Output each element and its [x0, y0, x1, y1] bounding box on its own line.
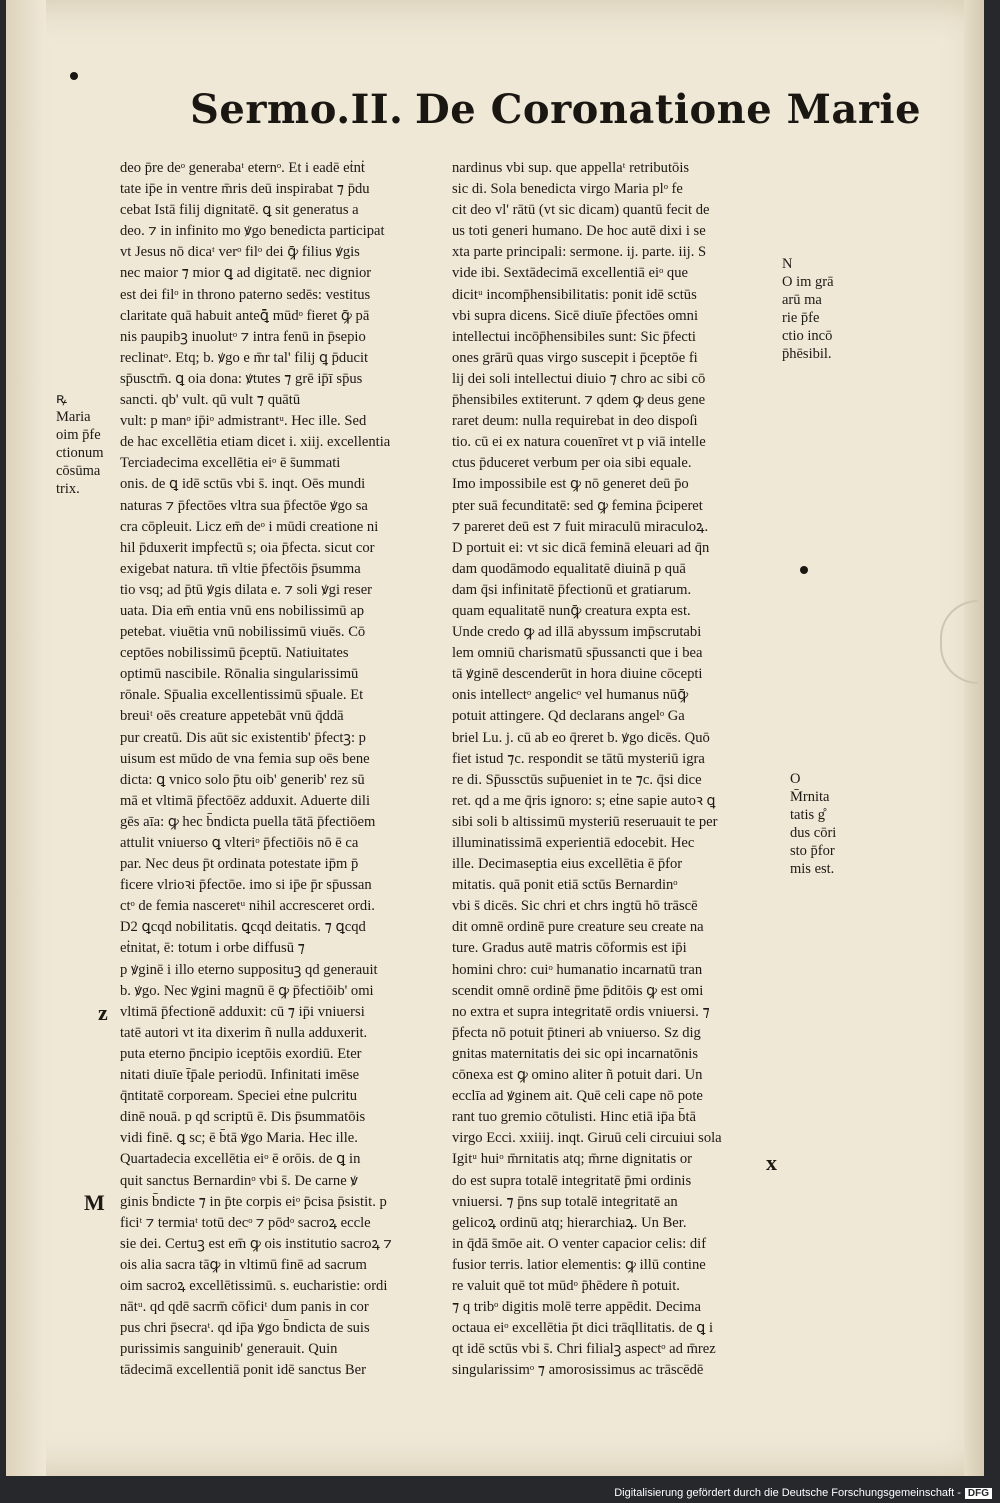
initial-x: x	[766, 1150, 777, 1175]
text-line: pter suā fecunditatē: sed ꝙ femina p̄ciperet	[452, 497, 703, 514]
text-line: homini chro: cuiᵒ humanatio incarnatū tran	[452, 961, 703, 978]
margin-note-right-2	[790, 770, 836, 878]
text-line: Unde credo ꝙ ad illā abyssum imp̄scrutabi	[452, 624, 702, 641]
text-line: dit omnē ordinē pure creature seu create na	[452, 919, 704, 936]
text-line: p̄fecta nō potuit p̄tineri ab vniuerso. Sz dig	[452, 1024, 701, 1041]
text-line: sibi soli b altissimū mysteriū reseruauit te per	[452, 813, 718, 830]
margin-note-line: trix.	[56, 481, 80, 497]
margin-note-line: arū ma	[782, 292, 822, 308]
text-line: scendit omnē ordinē p̄me p̄ditōis ꝙ est omi	[452, 982, 704, 999]
text-line: par. Nec deus p̄t ordinata potestate ip̄m p̄	[120, 856, 359, 873]
text-line: fiet istud ⁊c. respondit se tātū mysteriū igra	[452, 750, 705, 767]
text-line: potuit attingere. Qd declarans angelᵒ Ga	[452, 708, 685, 725]
text-line: ceptōes nobilissimū p̄ceptū. Natiuitates	[120, 645, 349, 662]
text-line: fusior terris. latior elementis: ꝙ illū contine	[452, 1256, 706, 1273]
text-line: cit deo vl' rātū (vt sic dicam) quantū fecit de	[452, 202, 710, 219]
text-line: onis intellectᵒ angelicᵒ vel humanus nūꝙ̄	[452, 687, 689, 704]
text-line: cebat Istā filij dignitatē. ꝗ sit generatus a	[120, 202, 359, 219]
text-column-right	[452, 158, 774, 1381]
header-sermon: Sermo.II.	[190, 86, 404, 133]
bleed-through-mark	[50, 175, 102, 245]
text-line: ginis b̄ndicte ⁊ in p̄te corpis eiᵒ p̄cisa p̄sistit. p	[120, 1193, 387, 1210]
margin-note-left	[56, 390, 104, 498]
text-line: D2 ꝗcqd nobilitatis. ꝗcqd deitatis. ⁊ ꝗcqd	[120, 919, 366, 936]
margin-note-line: tatis g̊	[790, 807, 826, 823]
margin-note-line: sto p̄for	[790, 843, 835, 859]
text-line: reclinatᵒ. Etq; b. ꝟgo e m̄r tal' filij ꝗ p̄ducit	[120, 349, 369, 366]
initial-m: M	[84, 1190, 105, 1215]
margin-note-line: cōsūma	[56, 463, 101, 479]
text-line: raret deum: nulla requirebat in deo dispoſi	[452, 413, 698, 430]
text-line: us toti generi humano. De hoc autē dixi i se	[452, 223, 706, 240]
text-line: deo p̄re deᵒ generabaᵗ eternᵒ. Et i eadē eṫnṫ	[120, 160, 365, 176]
text-line: gēs aīa: ꝙ hec b̄ndicta puella tātā p̄fectiōem	[120, 813, 376, 830]
text-line: no extra et supra integritatē ordis vniuersi. ⁊	[452, 1003, 710, 1020]
text-line: ⁊ pareret deū est ⁊ fuit miraculū miraculoꝝ.	[452, 518, 709, 535]
text-line: pur creatū. Dis aūt sic existentib' p̄fectꝫ: p	[120, 729, 366, 746]
text-line: onis. de ꝗ idē sctūs vbi s̄. inqt. Oēs mundi	[120, 476, 366, 493]
text-line: Imo impossibile est ꝙ nō generet deū p̄o	[452, 476, 689, 493]
text-line: nis paupibꝫ inuolutᵒ ⁊ intra fenū in p̄sepio	[120, 328, 366, 345]
margin-note-line: oim p̄fe	[56, 427, 101, 443]
margin-note-line: rie p̄fe	[782, 310, 820, 326]
text-line: briel Lu. j. cū ab eo q̄reret b. ꝟgo dicēs. Quō	[452, 729, 710, 746]
text-line: breuiᵗ oēs creature appetebāt vnū q̄ddā	[120, 708, 344, 725]
text-line: tate ip̄e in ventre m̄ris deū inspirabat ⁊ p̄du	[120, 181, 370, 198]
text-line: dicitᵘ incomp̄hensibilitatis: ponit idē sctūs	[452, 286, 697, 303]
margin-note-line: dus cōri	[790, 825, 837, 841]
text-line: lij dei soli intellectui diuio ⁊ chro ac sibi cō	[452, 370, 706, 387]
text-line: tatē autori vt ita dixerim ñ nulla adduxerit.	[120, 1024, 368, 1041]
text-line: dicta: ꝗ vnico solo p̄tu oib' generib' rez sū	[120, 771, 365, 788]
text-line: vbi s̄ dicēs. Sic chri et chrs ingtū hō trāscē	[452, 898, 698, 915]
text-line: re di. Sp̄ussctūs sup̄ueniet in te ⁊c. q̄si dice	[452, 771, 702, 788]
text-line: attulit vniuerso ꝗ vlteriᵒ p̄fectiōis nō ē ca	[120, 835, 359, 851]
text-line: q̄ntitatē corpoream. Speciei eṫne pulcritu	[120, 1088, 358, 1105]
text-line: in q̄dā s̄mōe ait. O venter capacior celis: dif	[452, 1235, 707, 1252]
text-line: uisum est mūdo de vna femia sup oēs bene	[120, 750, 370, 767]
text-line: vult: p manᵒ ip̄iᵒ admistrantᵘ. Hec ille. Sed	[120, 413, 367, 430]
text-line: lem omniū charismatū sp̄ussancti que i bea	[452, 645, 703, 662]
text-line: ille. Decimaseptia eius excellētia ē p̄for	[452, 856, 683, 873]
text-line: naturas ⁊ p̄fectōes vltra sua p̄fectōe ꝟgo sa	[120, 497, 368, 514]
text-line: dam q̄si infinitatē p̄fectionū et gratiarum.	[452, 581, 692, 598]
text-line: Terciadecima excellētia eiᵒ ē s̄ummati	[120, 455, 341, 472]
text-line: p̄hensibiles extiterunt. ⁊ qdem ꝙ deus gene	[452, 392, 706, 409]
text-line: do est supra totalē integritatē p̄mi ordinis	[452, 1172, 692, 1189]
text-line: purissimis sanguinib' generauit. Quin	[120, 1341, 338, 1358]
text-line: p ꝟginē i illo eterno supposituꝫ qd generauit	[120, 961, 378, 978]
text-line: ret. qd a me q̄ris ignoro: s; eṫne sapie autoꝛ ꝗ	[452, 792, 716, 809]
text-line: mitatis. quā ponit etiā sctūs Bernardinᵒ	[452, 877, 678, 894]
text-line: qt idē sctūs vbi s̄. Chri filialꝫ aspectᵒ ad m̄rez	[452, 1341, 716, 1358]
text-line: puta eterno p̄ncipio iceptōis exordiū. Eter	[120, 1045, 362, 1062]
text-line: D portuit ei: vt sic dicā feminā eleuari ad q̄n	[452, 539, 710, 556]
text-line: cōnexa est ꝙ omino aliter ñ potuit dari. Un	[452, 1067, 703, 1084]
text-line: ctᵒ de femia nasceretᵘ nihil accresceret ordi.	[120, 898, 375, 915]
text-line: quam equalitatē nunꝙ̄ creatura expta est.	[452, 602, 691, 619]
text-line: intellectui incōp̄hensibiles sunt: Sic p̄fecti	[452, 328, 696, 345]
page-gutter	[6, 0, 46, 1476]
text-line: ficere vlrioꝛi p̄fectōe. imo si ip̄e p̄r sp̄ussan	[120, 877, 372, 894]
text-line: singularissimᵒ ⁊ amorosissimus ac trāscēdē	[452, 1362, 704, 1379]
text-line: vniuersi. ⁊ p̄ns sup totalē integritatē an	[452, 1193, 678, 1210]
text-line: hil p̄duxerit impfectū s; oia p̄fecta. sicut cor	[120, 539, 375, 556]
text-line: deo. ⁊ in infinito mo ꝟgo benedicta participat	[120, 223, 385, 240]
margin-note-line: ctio incō	[782, 328, 833, 344]
dfg-logo: DFG	[965, 1488, 992, 1499]
text-line: ones grārū quas virgo suscepit i p̄ceptōe fi	[452, 349, 698, 366]
ink-dot	[70, 72, 78, 80]
text-line: sp̄usctm̄. ꝗ oia dona: ꝟtutes ⁊ grē ip̄ī sp̄us	[120, 370, 363, 387]
header-title: De Coronatione Marie	[415, 86, 922, 133]
margin-note-line: N	[782, 256, 793, 272]
text-line: tio. cū ei ex natura couenīret vt p viā intelle	[452, 434, 706, 451]
text-line: est dei filᵒ in throno paterno sedēs: vestitus	[120, 286, 371, 303]
text-line: xta parte principali: sermone. ij. parte. iij. S	[452, 244, 707, 261]
text-line: rant tuo gremio cōtulisti. Hinc etiā ip̄a b̄tā	[452, 1109, 696, 1126]
text-column-left	[120, 158, 446, 1381]
text-line: sancti. qb' vult. qū vult ⁊ quātū	[120, 392, 301, 409]
text-line: octaua eiᵒ excellētia p̄t dici trāqllitatis. de ꝗ i	[452, 1320, 714, 1337]
text-line: petebat. viuētia vnū nobilissimū viuēs. Cō	[120, 624, 366, 641]
text-line: nardinus vbi sup. que appellaᵗ retributōis	[452, 160, 690, 176]
text-line: ficiᵗ ⁊ termiaᵗ totū decᵒ ⁊ pōdᵒ sacroꝝ eccle	[120, 1214, 371, 1231]
text-line: ecclīa ad ꝟginem ait. Quē celi cape nō pote	[452, 1088, 703, 1105]
text-line: virgo Ecci. xxiiij. inqt. Giruū celi circuiui sola	[452, 1130, 722, 1147]
footer-credit	[614, 1487, 992, 1499]
margin-note-line: p̄hēsibil.	[782, 346, 832, 362]
text-line: oim sacroꝝ excellētissimū. s. eucharistie: ordi	[120, 1277, 388, 1294]
text-line: ture. Gradus autē matris cōformis est ip̄i	[452, 940, 687, 957]
text-line: dinē nouā. p qd scriptū ē. Dis p̄summatōis	[120, 1109, 366, 1126]
margin-note-line: ctionum	[56, 445, 104, 461]
text-line: ctus p̄duceret verbum per oia sibi equale.	[452, 455, 692, 472]
text-line: vltimā p̄fectionē adduxit: cū ⁊ ip̄i vniuersi	[120, 1003, 365, 1020]
text-line: gelicoꝝ ordinū atq; hierarchiaꝝ. Un Ber.	[452, 1214, 687, 1231]
text-line: mā et vltimā p̄fectōēz adduxit. Aduerte dili	[120, 792, 371, 809]
text-line: uata. Dia em̄ entia vnū ens nobilissimū ap	[120, 602, 364, 619]
text-line: sic di. Sola benedicta virgo Maria plᵒ fe	[452, 181, 683, 198]
text-line: ois alia sacra tāꝙ in vltimū finē ad sacrum	[120, 1256, 367, 1273]
text-line: gnitas maternitatis dei sic opi incarnatōnis	[452, 1045, 699, 1062]
text-line: sie dei. Certuꝫ est em̄ ꝙ ois institutio sacroꝝ ⁊	[120, 1235, 392, 1252]
margin-note-line: ꝶ	[56, 391, 67, 407]
text-line: vide ibi. Sextādecimā excellentiā eiᵒ que	[452, 265, 688, 282]
text-line: dam quodāmodo equalitatē diuinā p quā	[452, 560, 686, 577]
text-line: nec maior ⁊ mior ꝗ ad digitatē. nec dignior	[120, 265, 372, 282]
text-line: illuminatissimā experientiā edocebit. Hec	[452, 835, 695, 851]
margin-note-right-1	[782, 255, 834, 363]
text-line: vt Jesus nō dicaᵗ verᵒ filᵒ dei ꝙ̄ filius ꝟgis	[120, 244, 360, 261]
text-line: b. ꝟgo. Nec ꝟgini magnū ē ꝙ p̄fectiōib' omi	[120, 982, 374, 999]
text-line: vidi finē. ꝗ sc; ē b̄tā ꝟgo Maria. Hec ille.	[120, 1130, 358, 1147]
page-edge	[964, 0, 984, 1476]
text-line: claritate quā habuit anteꝗ̄ mūdᵒ fieret ꝙ̄ pā	[120, 307, 370, 324]
text-line: exigebat natura. tn̄ vltie p̄fectōis p̄summa	[120, 560, 361, 577]
text-line: optimū nascibile. Rōnalia singularissimū	[120, 666, 359, 683]
text-line: vbi supra dicens. Sicē diuīe p̄fectōes omni	[452, 307, 699, 324]
margin-note-line: O	[790, 771, 801, 787]
text-line: rōnale. Sp̄ualia excellentissimū sp̄uale. Et	[120, 687, 364, 704]
text-line: tā ꝟginē descenderūt in hora diuine cōcepti	[452, 666, 703, 683]
text-line: ⁊ q tribᵒ digitis molē terre appēdit. Decima	[452, 1299, 701, 1316]
margin-note-line: mis est.	[790, 861, 835, 877]
initial-z: z	[98, 1000, 108, 1025]
ink-dot	[800, 566, 808, 574]
text-line: nitati diuīe t̄p̄ale periodū. Infinitati imēse	[120, 1067, 360, 1084]
text-line: tio vsq; ad p̄tū ꝟgis dilata e. ⁊ soli ꝟgi reser	[120, 581, 373, 598]
text-line: quit sanctus Bernardinᵒ vbi s̄. De carne ꝟ	[120, 1172, 358, 1189]
text-line: tādecimā excellentiā ponit idē sanctus Ber	[120, 1362, 366, 1379]
text-line: de hac excellētia etiam dicet i. xiij. excellentia	[120, 434, 391, 451]
footer-text: Digitalisierung gefördert durch die Deutsche Forschungsgemeinschaft -	[614, 1487, 961, 1499]
margin-note-line: Maria	[56, 409, 91, 425]
margin-note-line: O im grā	[782, 274, 834, 290]
text-line: Igitᵘ huiᵒ m̄rnitatis atq; m̄rne dignitatis or	[452, 1151, 693, 1168]
text-line: re valuit quē tot mūdᵒ p̄hēdere ñ potuit.	[452, 1277, 680, 1294]
text-line: pus chri p̄secraᵗ. qd ip̄a ꝟgo b̄ndicta de suis	[120, 1320, 370, 1337]
text-line: cra cōpleuit. Licz em̄ deᵒ i mūdi creatione ni	[120, 518, 379, 535]
margin-note-line: M̄rnita	[790, 789, 830, 805]
text-line: nātᵘ. qd qdē sacrm̄ cōficiᵗ dum panis in cor	[120, 1299, 369, 1316]
text-line: Quartadecia excellētia eiᵒ ē orōis. de ꝗ in	[120, 1151, 361, 1168]
text-line: eṫnitat, ē: totum i orbe diffusū ⁊	[120, 940, 305, 957]
